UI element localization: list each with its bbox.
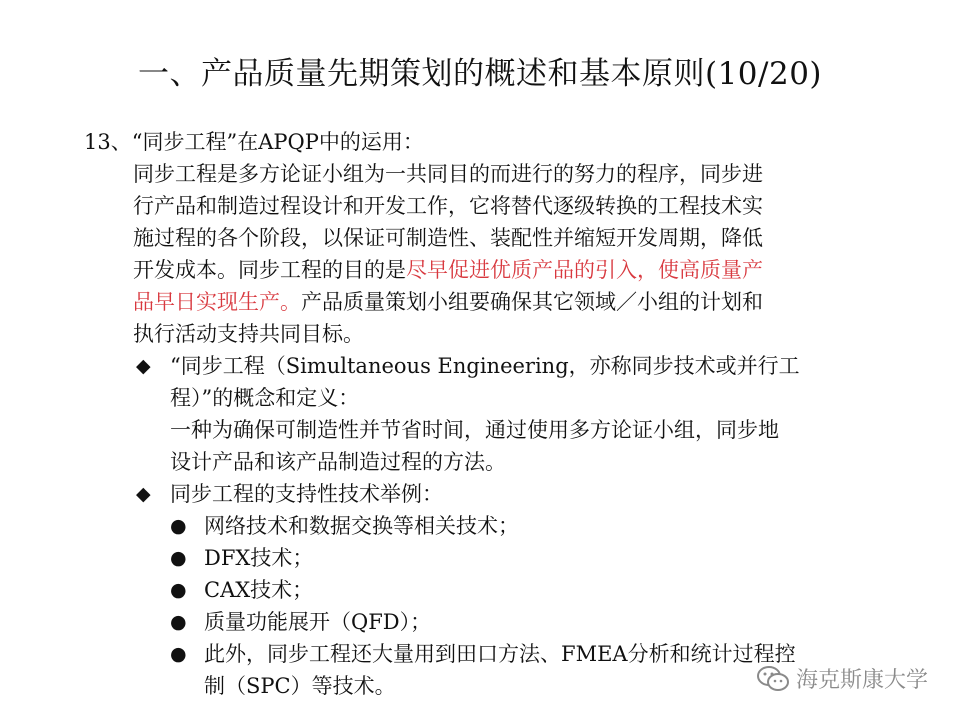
definition-line-1: “同步工程（Simultaneous Engineering，亦称同步技术或并行工: [170, 354, 800, 378]
paragraph-line-4: [133, 254, 763, 286]
slide-title: 一、产品质量先期策划的概述和基本原则(10/20): [137, 56, 823, 92]
definition-line-4: 设计产品和该产品制造过程的方法。: [170, 450, 506, 474]
wechat-icon: [756, 665, 790, 693]
list-item-4: 质量功能展开（QFD）；: [204, 610, 432, 634]
list-item-3: CAX技术；: [204, 578, 314, 602]
paragraph-line-1: 同步工程是多方论证小组为一共同目的而进行的努力的程序，同步进: [133, 162, 763, 186]
paragraph-line-5: [133, 286, 763, 318]
paragraph-line-2: 行产品和制造过程设计和开发工作，它将替代逐级转换的工程技术实: [133, 194, 763, 218]
paragraph-line-6: 执行活动支持共同目标。: [133, 322, 364, 346]
dot-bullet-icon: ●: [170, 643, 187, 665]
list-item-5-line-1: 此外，同步工程还大量用到田口方法、FMEA分析和统计过程控: [204, 642, 796, 666]
section-heading: 13、“同步工程”在APQP中的运用：: [84, 130, 424, 154]
dot-bullet-icon: ●: [170, 611, 187, 633]
support-tech-heading: 同步工程的支持性技术举例：: [170, 482, 443, 506]
dot-bullet-icon: ●: [170, 547, 187, 569]
paragraph-line-4-text: 开发成本。同步工程的目的是: [133, 258, 406, 282]
list-item-5-line-2: 制（SPC）等技术。: [204, 674, 396, 698]
dot-bullet-icon: ●: [170, 515, 187, 537]
watermark-text: 海克斯康大学: [795, 668, 928, 693]
highlight-text-2: 品早日实现生产。: [133, 290, 301, 314]
list-item-2: DFX技术；: [204, 546, 314, 570]
definition-line-3: 一种为确保可制造性并节省时间，通过使用多方论证小组，同步地: [170, 418, 779, 442]
definition-line-2: 程）”的概念和定义：: [170, 386, 360, 410]
paragraph-line-3: 施过程的各个阶段，以保证可制造性、装配性并缩短开发周期，降低: [133, 226, 763, 250]
diamond-bullet-icon: ◆: [136, 483, 151, 505]
diamond-bullet-icon: ◆: [136, 355, 151, 377]
list-item-1: 网络技术和数据交换等相关技术；: [204, 514, 519, 538]
highlight-text-1: 尽早促进优质产品的引入，使高质量产: [406, 258, 763, 282]
paragraph-line-5-text: 产品质量策划小组要确保其它领域／小组的计划和: [301, 290, 763, 314]
watermark: [756, 663, 928, 694]
dot-bullet-icon: ●: [170, 579, 187, 601]
